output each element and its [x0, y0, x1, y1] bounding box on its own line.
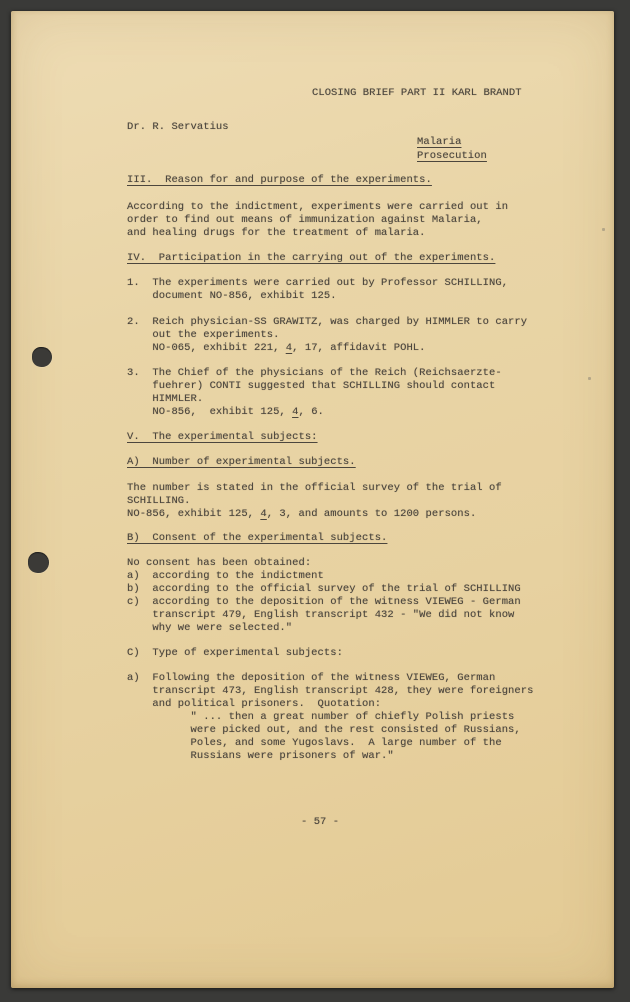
punch-hole-bottom: [28, 552, 49, 573]
para-c-quote-line-4: Russians were prisoners of war.": [127, 750, 394, 762]
para-b-line-3: b) according to the official survey of the trial of SCHILLING: [127, 583, 521, 595]
para-b-line-4: c) according to the deposition of the witness VIEWEG - German: [127, 596, 521, 608]
paper-speck: [588, 377, 591, 380]
para-b-line-6: why we were selected.": [127, 622, 293, 634]
item-1-line-2: document NO-856, exhibit 125.: [127, 290, 337, 302]
item-3-line-2: fuehrer) CONTI suggested that SCHILLING should contact: [127, 380, 496, 392]
case-label-subject-text: Malaria: [417, 136, 462, 148]
item-3-citation: NO-856, exhibit 125, 4, 6.: [127, 406, 324, 418]
cited-page-underlined: 4: [260, 508, 267, 520]
item-2-line-2: out the experiments.: [127, 329, 280, 341]
document-page: [11, 11, 614, 988]
paper-speck: [602, 228, 605, 231]
para-c-line-2: transcript 473, English transcript 428, they were foreigners: [127, 685, 534, 697]
heading-subsection-b: B) Consent of the experimental subjects.: [127, 532, 388, 544]
item-2-citation: NO-065, exhibit 221, 4, 17, affidavit POHL.: [127, 342, 426, 354]
para-c-quote-line-2: were picked out, and the rest consisted of Russians,: [127, 724, 521, 736]
page-number: - 57 -: [301, 816, 340, 828]
para-a-citation: NO-856, exhibit 125, 4, 3, and amounts to 1200 persons.: [127, 508, 477, 520]
para-iii-line-1: According to the indictment, experiments were carried out in: [127, 201, 509, 213]
para-c-line-1: a) Following the deposition of the witness VIEWEG, German: [127, 672, 496, 684]
case-label-party: [417, 150, 487, 163]
attorney-name: Dr. R. Servatius: [127, 121, 229, 133]
case-label-subject: [417, 136, 461, 149]
cited-page-underlined: 4: [285, 342, 293, 354]
para-iii-line-3: and healing drugs for the treatment of malaria.: [127, 227, 426, 239]
para-c-quote-line-1: " ... then a great number of chiefly Polish priests: [127, 711, 515, 723]
para-iii-line-2: order to find out means of immunization against Malaria,: [127, 214, 483, 226]
heading-subsection-c: C) Type of experimental subjects:: [127, 647, 343, 659]
heading-section-v: V. The experimental subjects:: [127, 431, 318, 443]
item-3-line-1: 3. The Chief of the physicians of the Reich (Reichsaerzte-: [127, 367, 502, 379]
para-b-line-1: No consent has been obtained:: [127, 557, 312, 569]
case-label-party-text: Prosecution: [417, 150, 487, 162]
para-a-line-1: The number is stated in the official survey of the trial of: [127, 482, 502, 494]
item-3-line-3: HIMMLER.: [127, 393, 204, 405]
item-1-line-1: 1. The experiments were carried out by Professor SCHILLING,: [127, 277, 509, 289]
heading-section-iii: III. Reason for and purpose of the experiments.: [127, 174, 432, 186]
para-c-line-3: and political prisoners. Quotation:: [127, 698, 382, 710]
cited-page-underlined: 4: [292, 406, 299, 418]
para-c-quote-line-3: Poles, and some Yugoslavs. A large number of the: [127, 737, 502, 749]
para-a-line-2: SCHILLING.: [127, 495, 191, 507]
heading-subsection-a: A) Number of experimental subjects.: [127, 456, 356, 468]
punch-hole-top: [32, 347, 52, 367]
item-2-line-1: 2. Reich physician-SS GRAWITZ, was charged by HIMMLER to carry: [127, 316, 528, 328]
heading-section-iv: IV. Participation in the carrying out of the experiments.: [127, 252, 496, 264]
para-b-line-5: transcript 479, English transcript 432 - "We did not know: [127, 609, 515, 621]
para-b-line-2: a) according to the indictment: [127, 570, 324, 582]
document-header: CLOSING BRIEF PART II KARL BRANDT: [312, 87, 522, 99]
